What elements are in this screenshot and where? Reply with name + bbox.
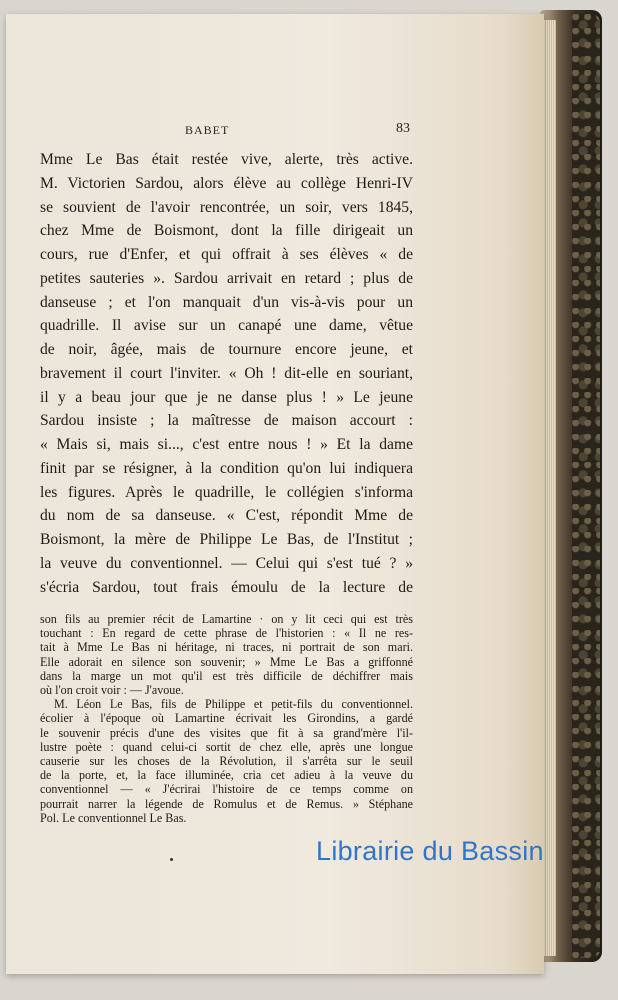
body-line: chez Mme de Boismont, dont la fille dirigeait un bbox=[40, 222, 413, 240]
body-line: s'écria Sardou, tout frais émoulu de la lecture de bbox=[40, 578, 413, 596]
ink-speck bbox=[170, 858, 173, 861]
body-line: Mme Le Bas était restée vive, alerte, très active. bbox=[40, 151, 413, 168]
body-line: les figures. Après le quadrille, le collégien s'informa bbox=[40, 483, 413, 501]
running-head: BABET bbox=[185, 123, 230, 137]
note-line: conventionnel — « J'écrirai l'histoire de ce temps comme on bbox=[40, 782, 413, 797]
watermark: Librairie du Bassin bbox=[316, 836, 544, 866]
note-line: Pol. Le conventionnel Le Bas. bbox=[40, 810, 187, 825]
body-line: la veuve du conventionnel. — Celui qui s'est tué ? » bbox=[40, 554, 413, 572]
body-line: se souvient de l'avoir rencontrée, un soir, vers 1845, bbox=[40, 198, 413, 216]
body-text bbox=[40, 148, 413, 599]
note-line: pourrait narrer la légende de Romulus et de Remus. » Stéphane bbox=[40, 796, 413, 811]
body-line: danseuse ; et l'on manquait d'un vis-à-vis pour un bbox=[40, 293, 413, 311]
body-line: de noir, âgée, mais de tournure encore jeune, et bbox=[40, 341, 413, 358]
body-line: M. Victorien Sardou, alors élève au collège Henri-IV bbox=[40, 174, 413, 192]
body-line: bravement il court l'inviter. « Oh ! dit-elle en souriant, bbox=[40, 364, 413, 382]
note-line: où l'on croit voir : — J'avoue. bbox=[40, 683, 184, 698]
note-line: touchant : En regard de cette phrase de l'historien : « Il ne res- bbox=[40, 626, 413, 641]
note-line: M. Léon Le Bas, fils de Philippe et petit-fils du conventionnel. bbox=[54, 697, 413, 712]
note-line: dans la marge un mot qu'il est très difficile de déchiffrer mais bbox=[40, 668, 413, 683]
body-line: Sardou insiste ; la maîtresse de maison accourt : bbox=[40, 412, 413, 430]
note-line: lustre poète : quand celui-ci sortit de chez elle, après une longue bbox=[40, 739, 413, 754]
marbled-cover bbox=[572, 14, 600, 958]
note-line: Elle adorait en silence son souvenir; » Mme Le Bas a griffonné bbox=[40, 654, 413, 669]
footnotes bbox=[40, 612, 413, 825]
body-line: petites sauteries ». Sardou arrivait en retard ; plus de bbox=[40, 269, 413, 287]
note-line: le souvenir précis d'une des visites que fit à sa grand'mère l'il- bbox=[40, 725, 413, 740]
body-line: finit par se résigner, à la condition qu'on lui indiquera bbox=[40, 459, 413, 477]
body-line: « Mais si, mais si..., c'est entre nous ! » Et la dame bbox=[40, 436, 413, 453]
note-line: tait à Mme Le Bas ni héritage, ni traces, ni portrait de son mari. bbox=[40, 640, 413, 655]
body-line: du nom de sa danseuse. « C'est, répondit Mme de bbox=[40, 507, 413, 525]
note-line: de la porte, et, la face illuminée, cria cet adieu à la veuve du bbox=[40, 768, 413, 783]
body-line: quadrille. Il avise sur un canapé une dame, vêtue bbox=[40, 317, 413, 335]
note-line: causerie sur les choses de la Révolution, il s'arrêta sur le seuil bbox=[40, 754, 413, 769]
body-line: cours, rue d'Enfer, et qui offrait à ses élèves « de bbox=[40, 246, 413, 263]
body-line: Boismont, la mère de Philippe Le Bas, de l'Institut ; bbox=[40, 531, 413, 548]
note-line: son fils au premier récit de Lamartine · on y lit ceci qui est très bbox=[40, 612, 413, 626]
page-number: 83 bbox=[396, 121, 410, 136]
body-line: il y a beau jour que je ne danse plus ! » Le jeune bbox=[40, 388, 413, 406]
note-line: écolier à l'époque où Lamartine écrivait les Girondins, a gardé bbox=[40, 711, 413, 726]
